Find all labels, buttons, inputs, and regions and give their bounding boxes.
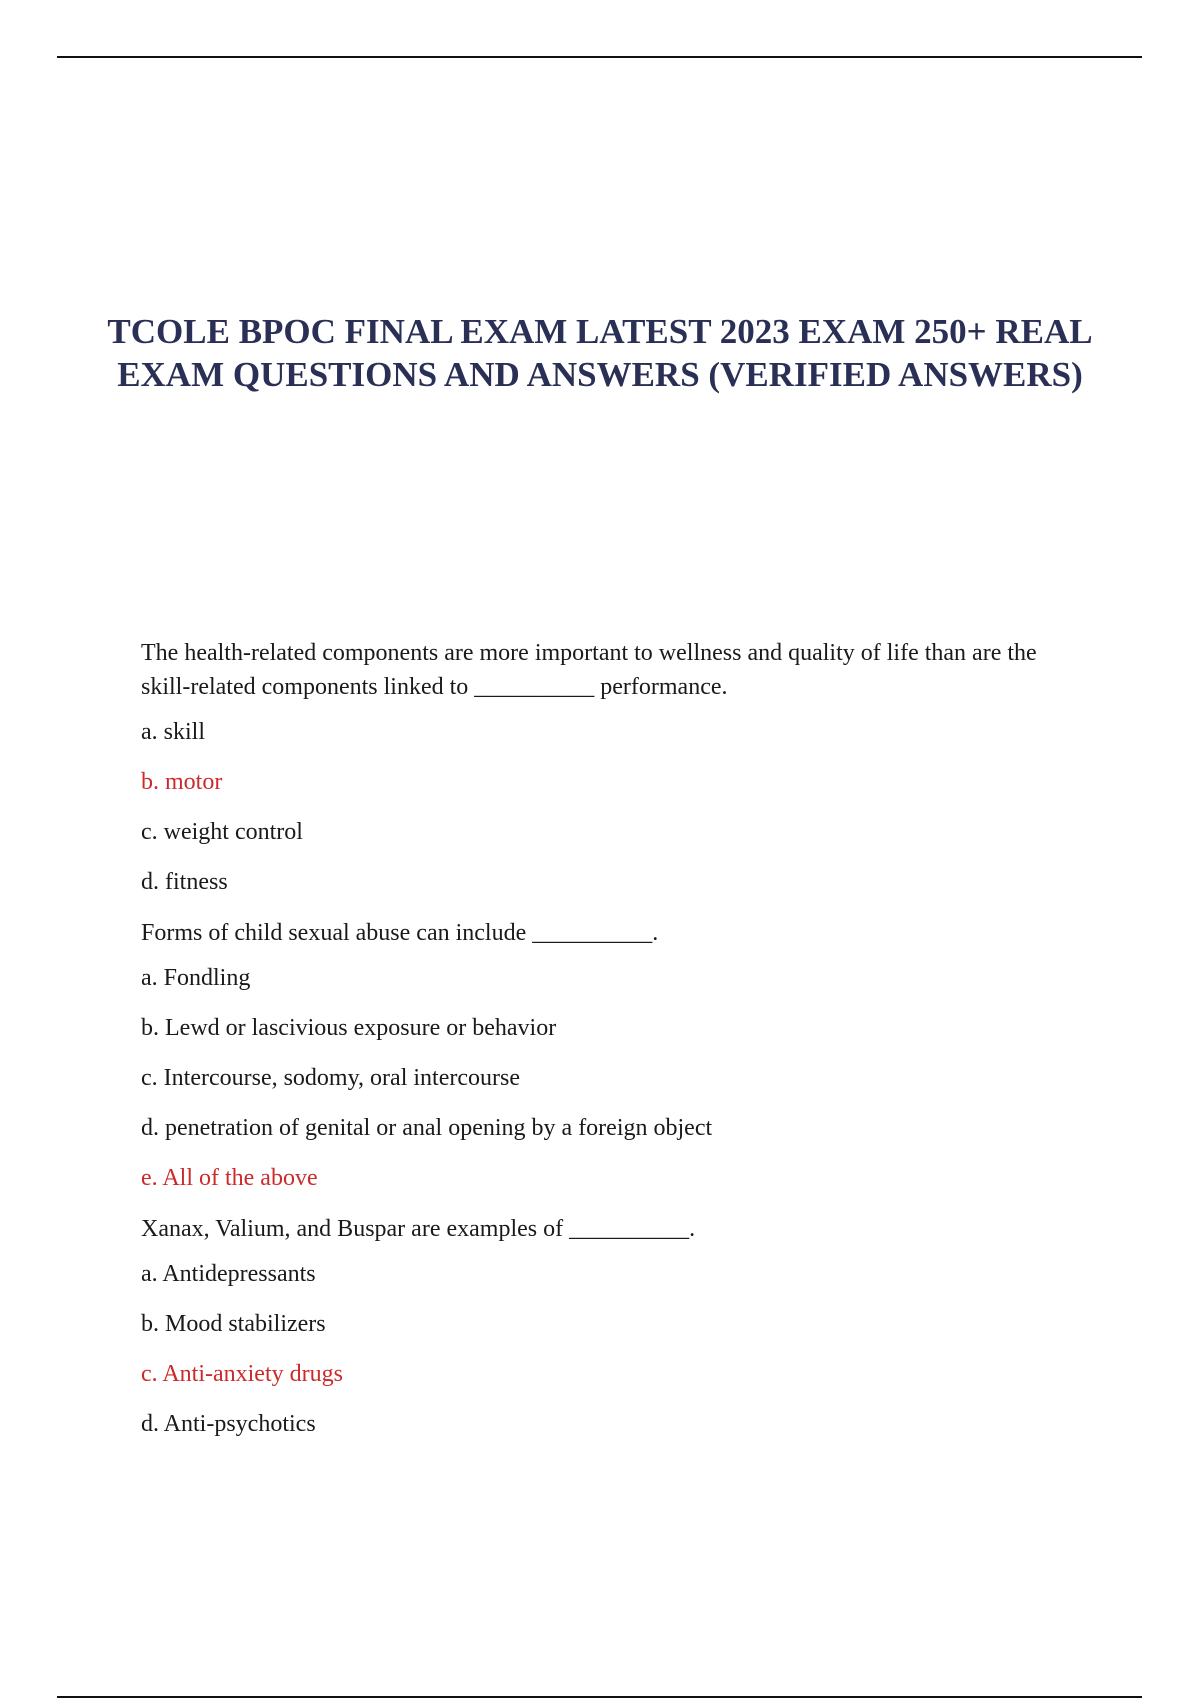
question-text: Xanax, Valium, and Buspar are examples of __________. [141,1216,696,1242]
header-rule [57,56,1142,58]
answer-option-correct: b. motor [141,769,223,795]
question-text: The health-related components are more important to wellness and quality of life than are the skill-related components linked to __________ performance. [141,640,1037,700]
answer-option-correct: e. All of the above [141,1165,318,1191]
question-list [141,636,1081,1458]
answer-option: d. fitness [141,869,228,895]
answer-option: a. Fondling [141,965,251,991]
answer-option: d. Anti-psychotics [141,1411,316,1437]
answer-option: a. skill [141,719,205,745]
answer-option: b. Lewd or lascivious exposure or behavior [141,1015,557,1041]
answer-option-correct: c. Anti-anxiety drugs [141,1361,343,1387]
question-block [141,636,1081,899]
document-title: TCOLE BPOC FINAL EXAM LATEST 2023 EXAM 250+ REAL EXAM QUESTIONS AND ANSWERS (VERIFIED ANSWERS) [107,312,1093,394]
answer-option: c. Intercourse, sodomy, oral intercourse [141,1065,520,1091]
answer-option: a. Antidepressants [141,1261,316,1287]
question-text: Forms of child sexual abuse can include __________. [141,920,659,946]
question-block [141,1212,1081,1441]
footer-rule [57,1696,1142,1698]
answer-option: b. Mood stabilizers [141,1311,326,1337]
answer-option: c. weight control [141,819,303,845]
answer-option: d. penetration of genital or anal opening by a foreign object [141,1115,713,1141]
question-block [141,916,1081,1195]
